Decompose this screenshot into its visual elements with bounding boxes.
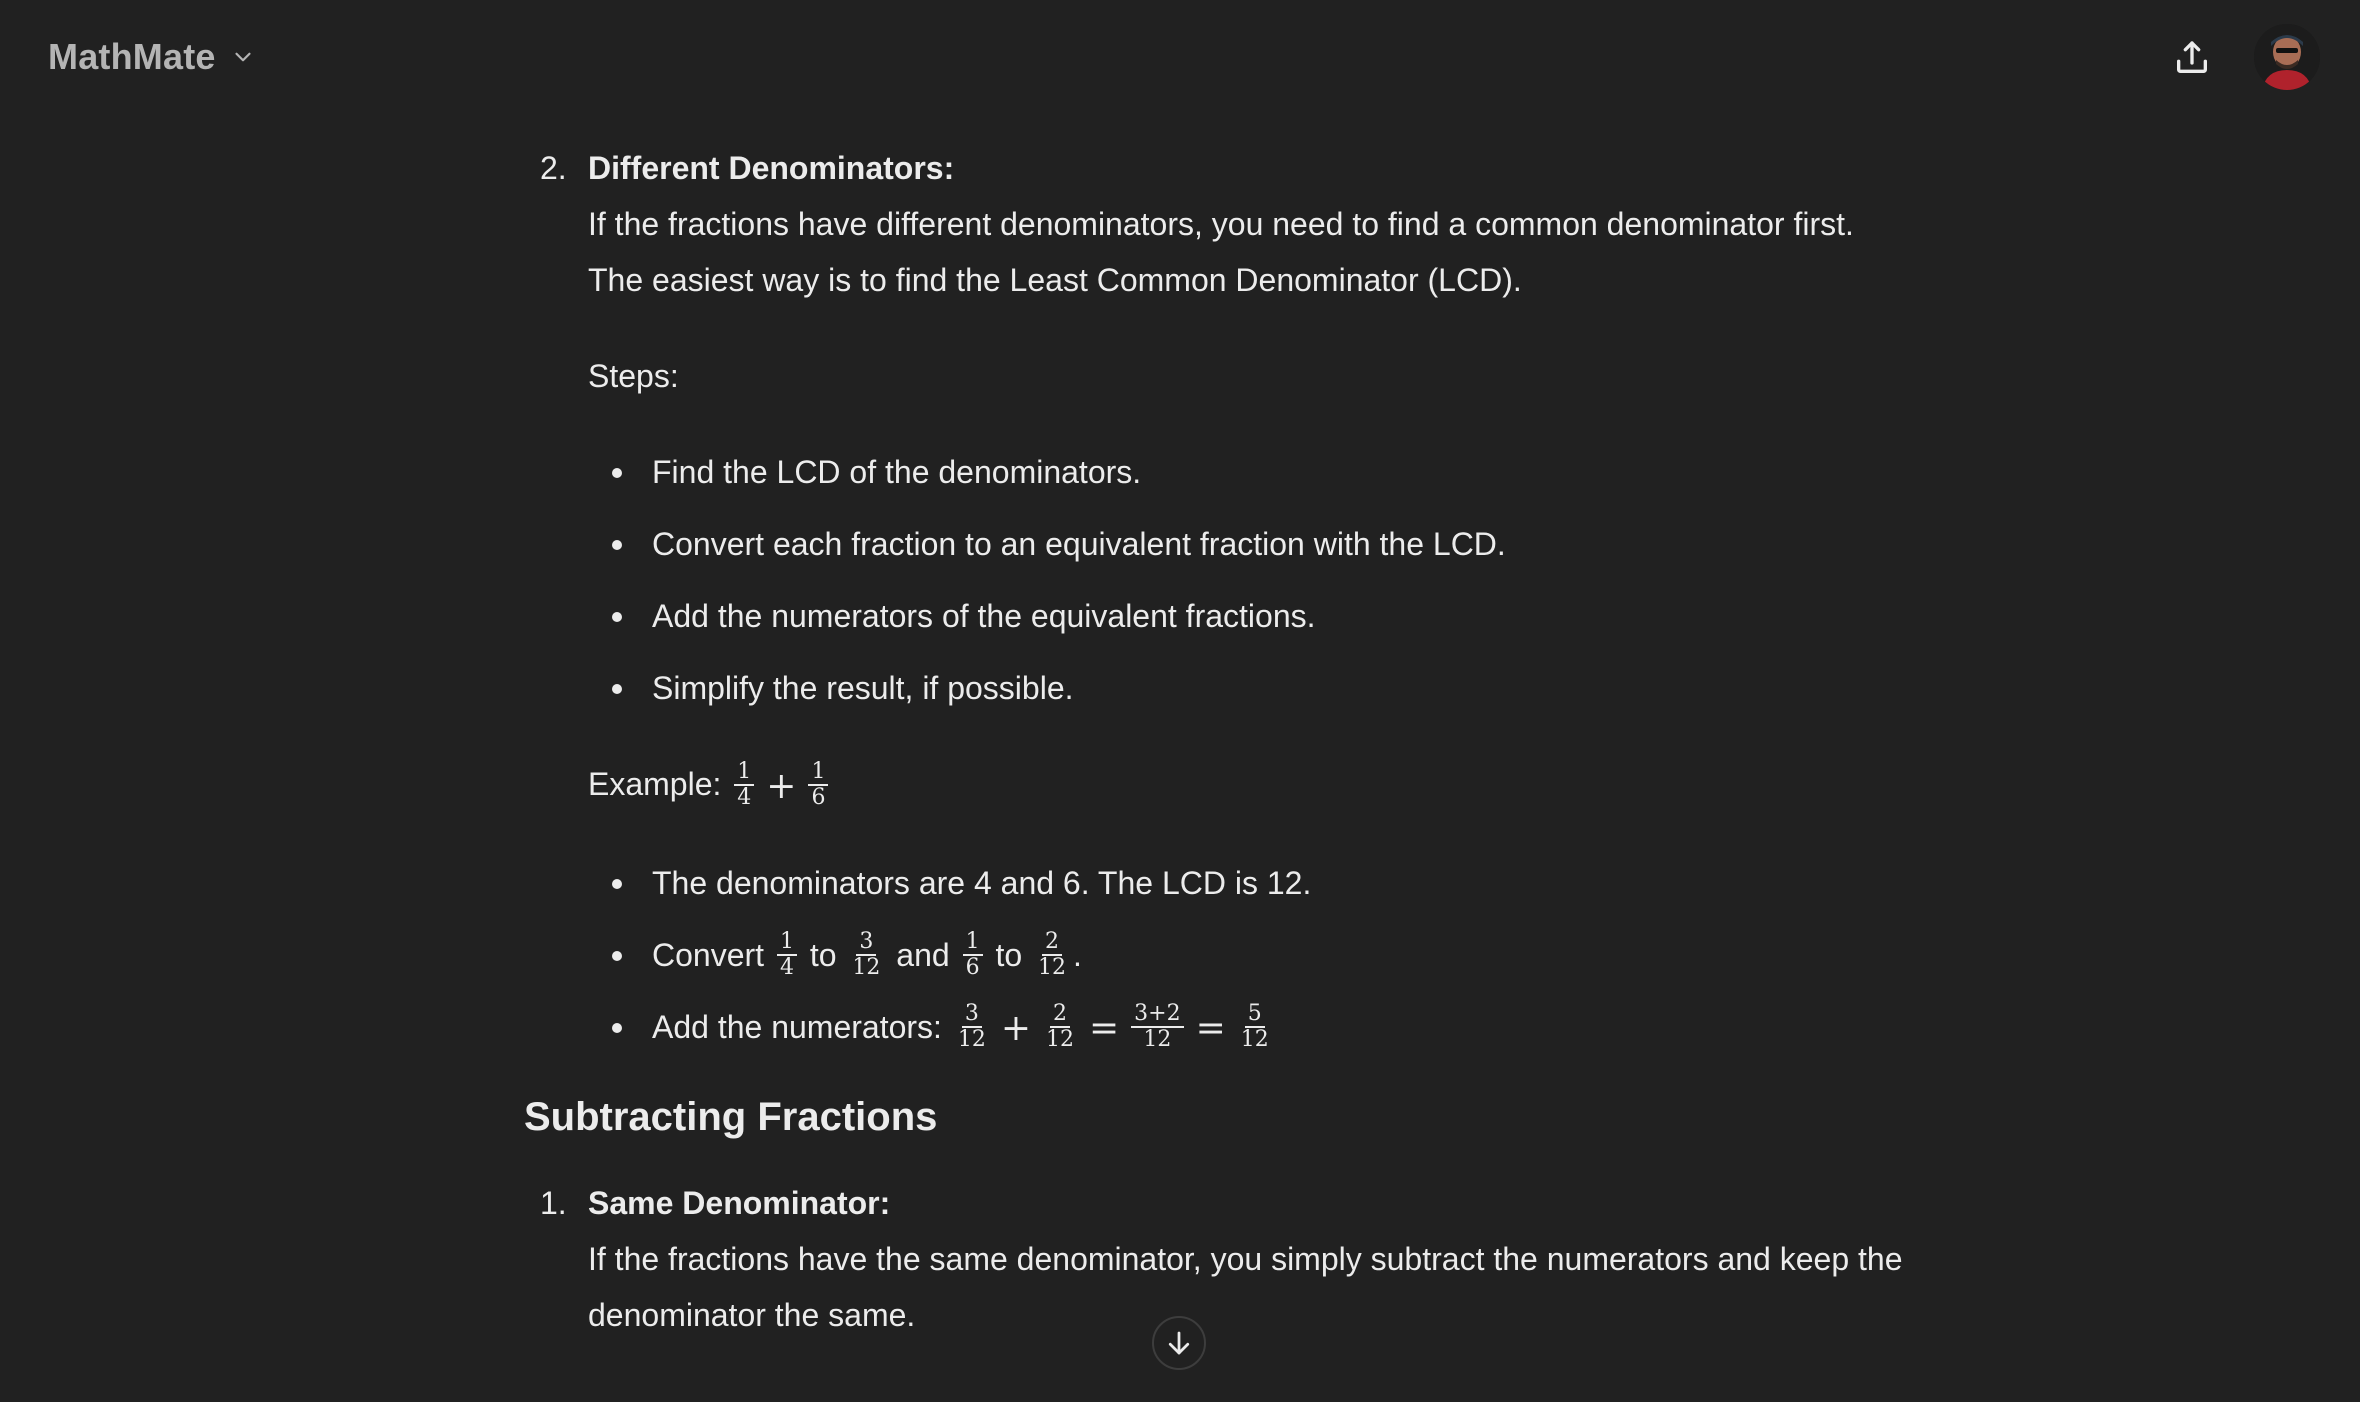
paragraph: If the fractions have different denominators, you need to find a common denominator first.: [588, 206, 1854, 242]
steps-list: [588, 444, 2024, 716]
math-operator: =: [1089, 1008, 1120, 1050]
fraction: $\frac{1}{4}$: [777, 930, 797, 980]
top-header: [0, 0, 2360, 116]
section-heading: Subtracting Fractions: [524, 1095, 938, 1140]
list-marker: 1.: [540, 1185, 567, 1222]
fraction: $\frac{5}{12}$: [1240, 1001, 1269, 1053]
math-operator: +: [1000, 1008, 1031, 1050]
steps-label: Steps:: [588, 358, 679, 394]
list-item: Simplify the result, if possible.: [588, 660, 2024, 716]
list-marker: 2.: [540, 150, 567, 186]
fraction: $\frac{2}{12}$: [1046, 1001, 1074, 1053]
math-operator: =: [1195, 1008, 1226, 1050]
list-item: Add the numerators of the equivalent fractions.: [588, 588, 2024, 644]
fraction: $\frac{3}{12}$: [957, 1001, 986, 1053]
fraction: $\frac{2}{12}$: [1038, 929, 1067, 981]
fraction: $\frac{1}{6}$: [808, 760, 828, 810]
paragraph: If the fractions have the same denominator, you simply subtract the numerators and keep the: [588, 1241, 1903, 1278]
list-item: Convert $\frac{1}{4}$ to $\frac{3}{12}$ and $\frac{1}{6}$ to $\frac{2}{12}$ .: [588, 927, 2024, 983]
paragraph: The easiest way is to find the Least Common Denominator (LCD).: [588, 262, 1522, 298]
share-button[interactable]: [2164, 30, 2220, 86]
item-title: Same Denominator:: [588, 1185, 891, 1222]
list-item: Find the LCD of the denominators.: [588, 444, 2024, 500]
avatar[interactable]: [2254, 24, 2320, 90]
example-line: [588, 756, 2024, 815]
scroll-to-bottom-button[interactable]: [1152, 1316, 1206, 1370]
fraction: $\frac{3}{12}$: [852, 929, 881, 981]
share-icon: [2172, 38, 2212, 78]
item-title: Different Denominators:: [588, 150, 955, 186]
list-item-same-denominator: [524, 1175, 2024, 1343]
example-list: [588, 855, 2024, 1058]
fraction: $\frac{1}{6}$: [963, 930, 983, 980]
arrow-down-icon: [1164, 1328, 1194, 1358]
model-picker[interactable]: [48, 30, 256, 84]
message-content: [524, 140, 2024, 1343]
model-name: MathMate: [48, 36, 216, 77]
example-label: Example:: [588, 766, 722, 802]
user-avatar-icon: [2254, 24, 2320, 90]
chevron-down-icon: [230, 44, 256, 70]
list-item: Convert each fraction to an equivalent fraction with the LCD.: [588, 516, 2024, 572]
paragraph: denominator the same.: [588, 1297, 916, 1334]
list-item: The denominators are 4 and 6. The LCD is 12.: [588, 855, 2024, 911]
math-operator: +: [766, 765, 797, 807]
fraction: $\frac{1}{4}$: [734, 760, 754, 810]
fraction: $\frac{3+2}{12}$: [1131, 1002, 1183, 1052]
list-item: Add the numerators: $\frac{3}{12}$ + $\frac{2}{12}$ = $\frac{3+2}{12}$ = $\frac{5}{12}$: [588, 999, 2024, 1058]
list-item-different-denominators: [524, 140, 2024, 1057]
